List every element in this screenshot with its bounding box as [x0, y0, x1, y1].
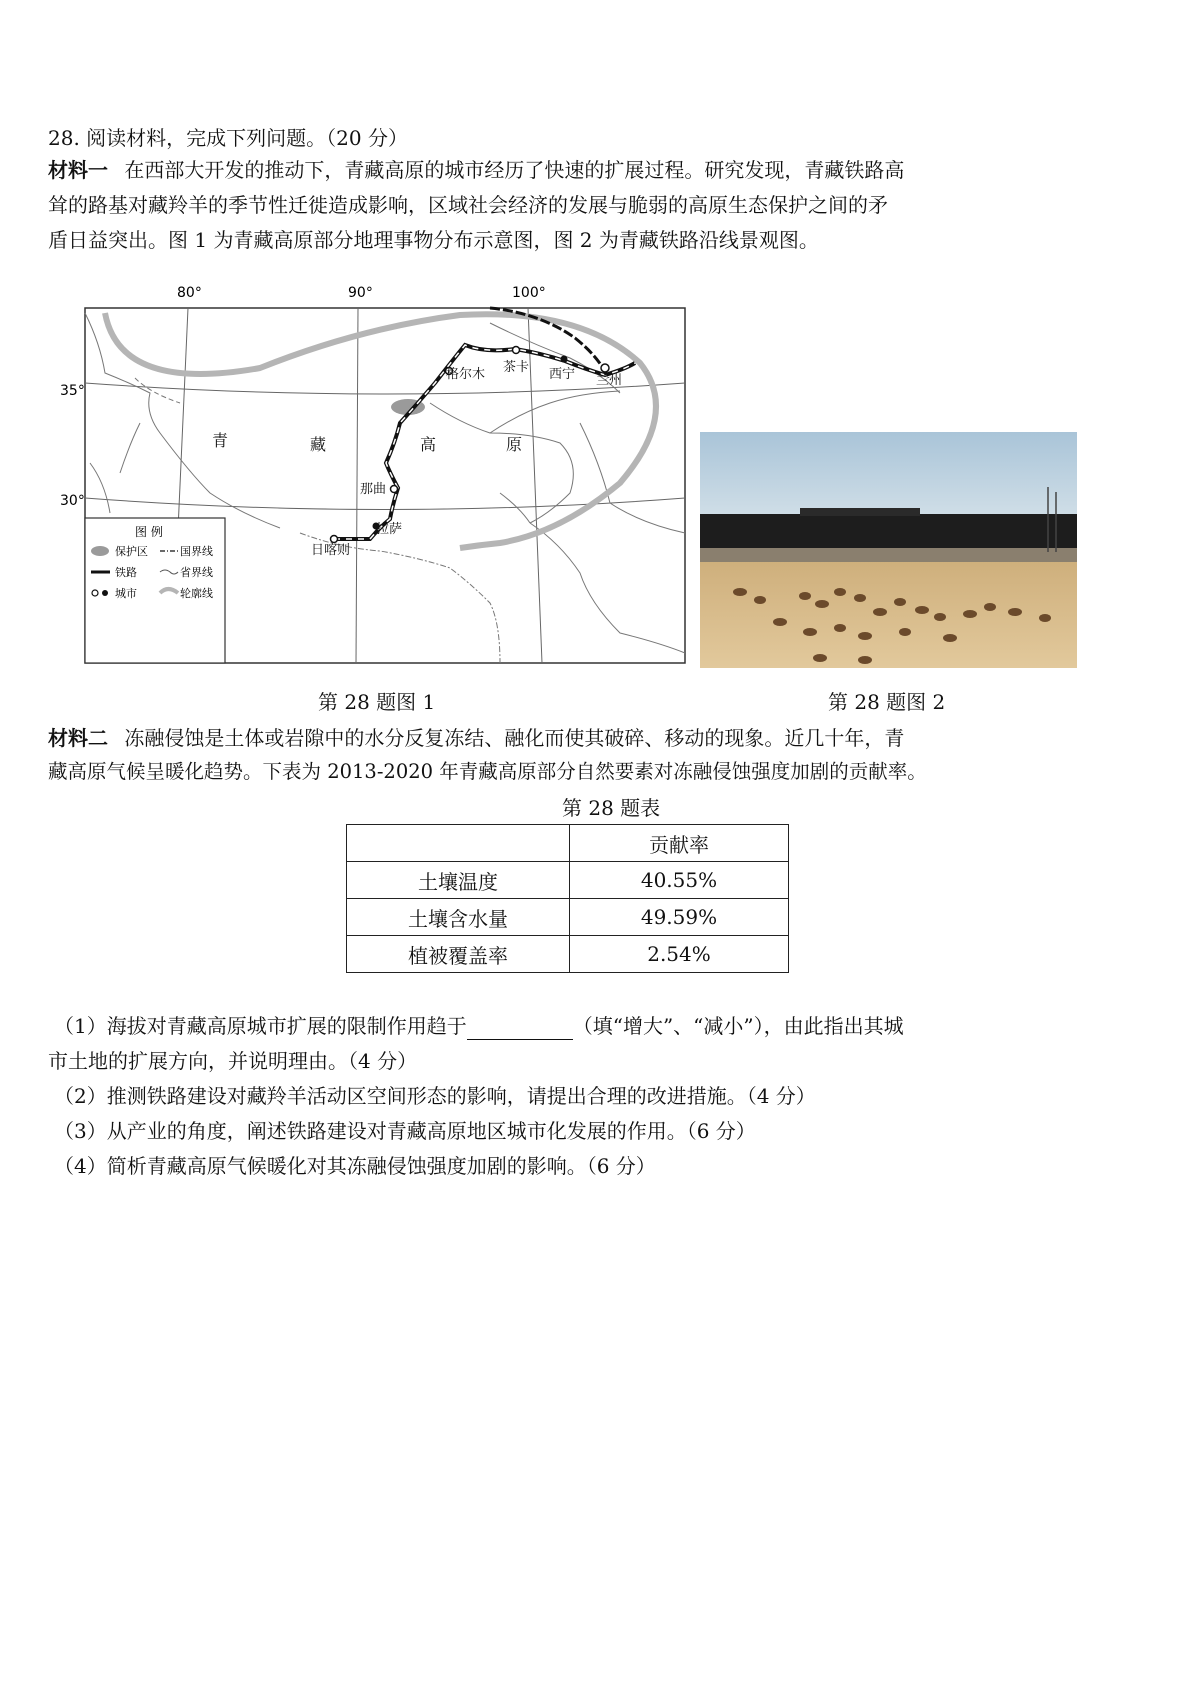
photo-embankment — [700, 548, 1077, 562]
city-label-chaka: 茶卡 — [503, 360, 530, 375]
contribution-table — [346, 824, 789, 973]
material1-line3: 盾日益突出。图 1 为青藏高原部分地理事物分布示意图，图 2 为青藏铁路沿线景观图。 — [48, 228, 819, 252]
city-marker-shigatse — [331, 536, 338, 543]
city-label-nagqu: 那曲 — [360, 482, 387, 497]
material2-line2: 藏高原气候呈暖化趋势。下表为 2013-2020 年青藏高原部分自然要素对冻融侵蚀强度加剧的贡献率。 — [48, 760, 927, 783]
table-cell-factor: 植被覆盖率 — [347, 936, 570, 973]
city-marker-lanzhou — [601, 364, 609, 372]
table-header-rate: 贡献率 — [570, 825, 789, 862]
question-title: 28. 阅读材料，完成下列问题。（20 分） — [48, 126, 408, 150]
lon-label-80: 80° — [177, 285, 202, 301]
legend-label-railway: 铁路 — [115, 566, 137, 579]
lat-label-30: 30° — [60, 493, 85, 509]
region-char-2: 藏 — [310, 435, 327, 454]
city-label-lhasa: 拉萨 — [376, 522, 403, 537]
photo-train — [700, 514, 1077, 550]
city-marker-nagqu — [391, 486, 398, 493]
map-legend — [85, 518, 225, 663]
subquestion-1-line1 — [54, 1012, 904, 1040]
lat-label-35: 35° — [60, 383, 85, 399]
table-cell-value: 2.54% — [570, 936, 789, 973]
table-caption: 第 28 题表 — [562, 796, 661, 820]
legend-label-outline: 轮廓线 — [180, 587, 213, 600]
material1-line1 — [48, 156, 904, 184]
lon-label-90: 90° — [348, 285, 373, 301]
legend-title: 图 例 — [135, 525, 163, 539]
table-row — [347, 862, 789, 899]
figure1-caption: 第 28 题图 1 — [318, 690, 436, 714]
table-row — [347, 936, 789, 973]
city-label-xining: 西宁 — [549, 367, 576, 382]
legend-city-icon-b — [102, 590, 108, 596]
subquestion-2: （2）推测铁路建设对藏羚羊活动区空间形态的影响，请提出合理的改进措施。（4 分） — [54, 1084, 816, 1108]
table-header-row — [347, 825, 789, 862]
table-cell-value: 49.59% — [570, 899, 789, 936]
figure2-caption: 第 28 题图 2 — [828, 690, 946, 714]
legend-city-icon-a — [92, 590, 98, 596]
material1-line2: 耸的路基对藏羚羊的季节性迁徙造成影响，区域社会经济的发展与脆弱的高原生态保护之间的矛 — [48, 193, 888, 217]
map-figure — [60, 283, 690, 665]
subquestion-1-line2: 市土地的扩展方向，并说明理由。（4 分） — [48, 1049, 418, 1073]
subquestion-1-text-a: （1）海拔对青藏高原城市扩展的限制作用趋于 — [54, 1014, 467, 1038]
answer-blank[interactable] — [467, 1017, 573, 1040]
city-label-shigatse: 日喀则 — [311, 543, 351, 558]
region-char-4: 原 — [506, 435, 523, 454]
legend-label-national: 国界线 — [180, 545, 213, 558]
subquestion-4: （4）简析青藏高原气候暖化对其冻融侵蚀强度加剧的影响。（6 分） — [54, 1154, 656, 1178]
material2-text1: 冻融侵蚀是土体或岩隙中的水分反复冻结、融化而使其破碎、移动的现象。近几十年，青 — [124, 726, 905, 750]
material2-label: 材料二 — [48, 726, 108, 750]
city-label-lanzhou: 兰州 — [596, 373, 623, 388]
city-label-golmud: 格尔木 — [446, 367, 486, 382]
table-cell-factor: 土壤含水量 — [347, 899, 570, 936]
subquestion-1-text-b: （填“增大”、“减小”），由此指出其城 — [572, 1014, 904, 1038]
table-header-empty — [347, 825, 570, 862]
city-marker-chaka — [513, 347, 520, 354]
material1-label: 材料一 — [48, 158, 108, 182]
legend-label-protected: 保护区 — [115, 545, 148, 558]
legend-label-city: 城市 — [115, 587, 137, 600]
material2-line1 — [48, 724, 904, 752]
city-marker-xining — [561, 356, 568, 363]
subquestion-3: （3）从产业的角度，阐述铁路建设对青藏高原地区城市化发展的作用。（6 分） — [54, 1119, 756, 1143]
legend-label-province: 省界线 — [180, 566, 213, 579]
lon-label-100: 100° — [512, 285, 546, 301]
region-char-3: 高 — [420, 435, 437, 454]
table-row — [347, 899, 789, 936]
table-cell-value: 40.55% — [570, 862, 789, 899]
material1-text1: 在西部大开发的推动下，青藏高原的城市经历了快速的扩展过程。研究发现，青藏铁路高 — [124, 158, 905, 182]
legend-protected-icon — [91, 546, 109, 556]
region-char-1: 青 — [212, 431, 229, 450]
table-cell-factor: 土壤温度 — [347, 862, 570, 899]
railway-landscape-photo — [700, 432, 1077, 668]
photo-train-roof — [800, 508, 920, 516]
